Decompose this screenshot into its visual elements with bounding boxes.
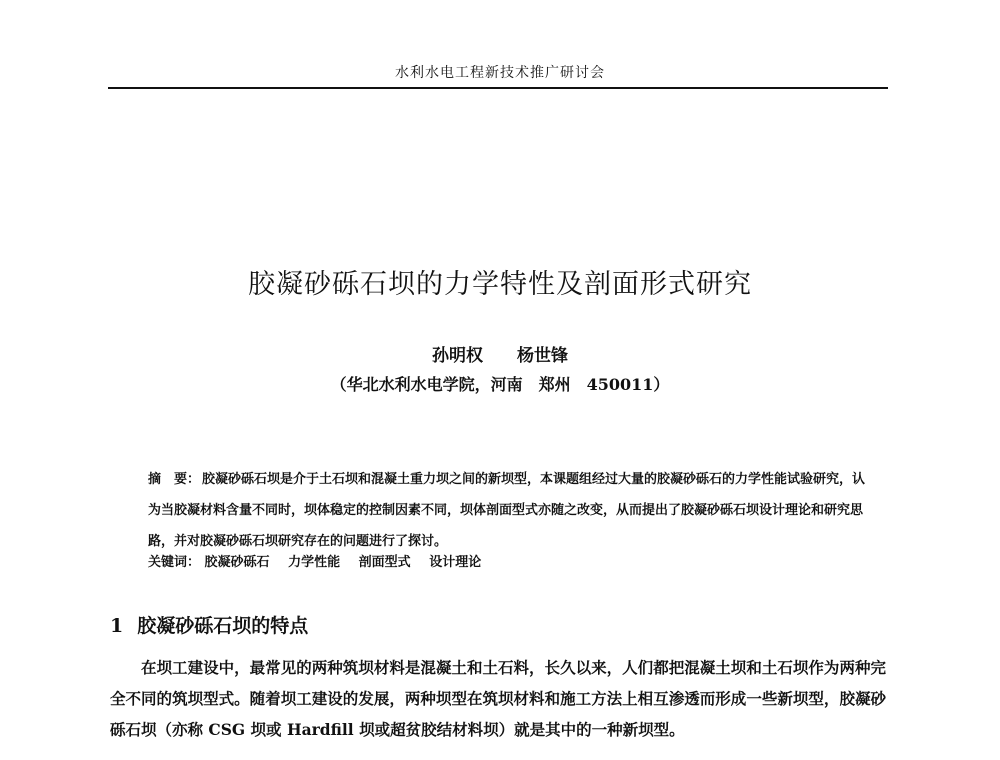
affiliation: （华北水利水电学院，河南 郑州 450011）: [330, 375, 670, 394]
author-name: 杨世锋: [516, 346, 568, 366]
section-heading: [110, 611, 308, 638]
paper-title: 胶凝砂砾石坝的力学特性及剖面形式研究: [248, 269, 752, 300]
keywords-label: 关键词：: [148, 555, 201, 570]
running-head: 水利水电工程新技术推广研讨会: [395, 65, 605, 81]
keyword: 剖面型式: [358, 555, 411, 570]
body-paragraph: 在坝工建设中，最常见的两种筑坝材料是混凝土和土石料，长久以来，人们都把混凝土坝和土石坝作为两种完全不同的筑坝型式。随着坝工建设的发展，两种坝型在筑坝材料和施工方法上相互渗透而形成一些新坝型，胶凝砂砾石坝（亦称 CSG 坝或 Hardfill 坝或超贫胶结材料坝）就是其中的一种新坝型。: [110, 658, 886, 739]
keywords: [148, 551, 868, 570]
section-number: 1: [110, 615, 124, 637]
abstract: [148, 464, 868, 557]
keyword: 设计理论: [429, 555, 482, 570]
author-name: 孙明权: [432, 346, 484, 366]
keyword: 胶凝砂砾石: [204, 555, 270, 570]
section-title: 胶凝砂砾石坝的特点: [137, 615, 309, 637]
abstract-text: 胶凝砂砾石坝是介于土石坝和混凝土重力坝之间的新坝型，本课题组经过大量的胶凝砂砾石的力学性能试验研究，认为当胶凝材料含量不同时，坝体稳定的控制因素不同，坝体剖面型式亦随之改变，从而提出了胶凝砂砾石坝设计理论和研究思路，并对胶凝砂砾石坝研究存在的问题进行了探讨。: [148, 472, 866, 549]
header-rule: [108, 87, 888, 89]
keyword: 力学性能: [288, 555, 341, 570]
abstract-label: 摘 要：: [148, 472, 201, 487]
authors: [0, 341, 1000, 366]
